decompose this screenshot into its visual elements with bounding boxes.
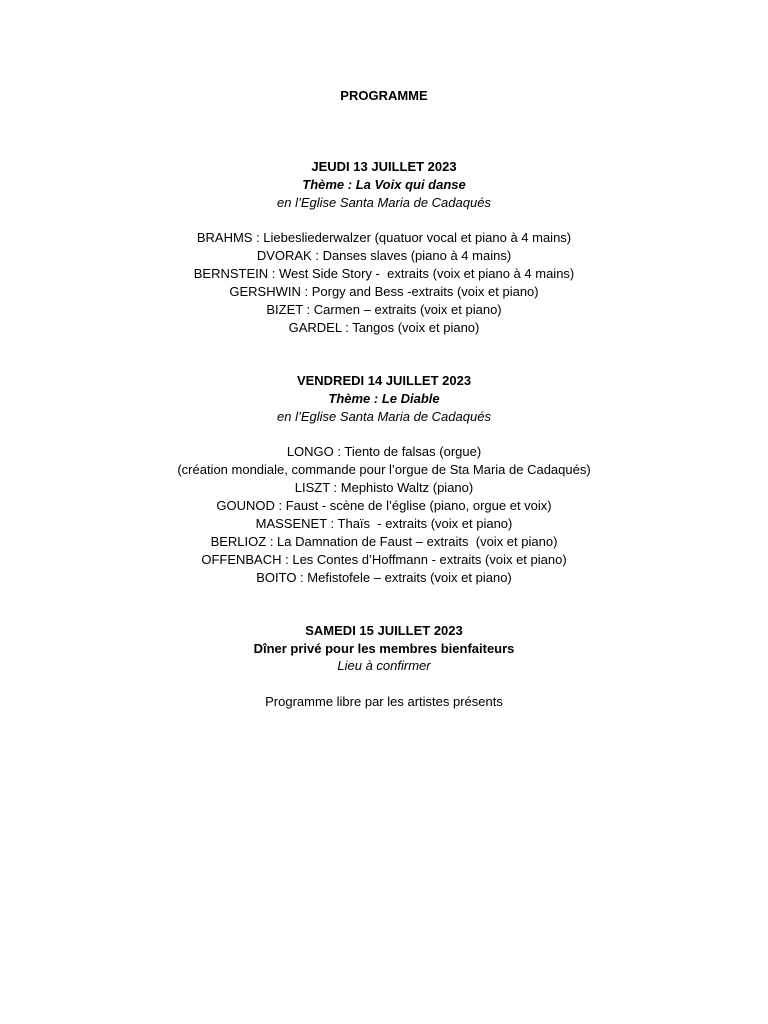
program-item: BERNSTEIN : West Side Story - extraits (voix et piano à 4 mains) (193, 266, 575, 281)
document-title: PROGRAMME (340, 88, 428, 103)
program-item: (création mondiale, commande pour l’orgue de Sta Maria de Cadaqués) (177, 462, 591, 477)
program-item: OFFENBACH : Les Contes d’Hoffmann - extraits (voix et piano) (201, 552, 567, 567)
program-item: LISZT : Mephisto Waltz (piano) (294, 480, 474, 495)
program-item: BOITO : Mefistofele – extraits (voix et piano) (256, 570, 512, 585)
section-note: Programme libre par les artistes présents (265, 694, 503, 709)
program-item: BERLIOZ : La Damnation de Faust – extraits (voix et piano) (210, 534, 558, 549)
section-subtitle: Dîner privé pour les membres bienfaiteurs (253, 641, 515, 656)
program-item: DVORAK : Danses slaves (piano à 4 mains) (256, 248, 512, 263)
section-venue: en l’Eglise Santa Maria de Cadaqués (277, 195, 491, 210)
section-date: SAMEDI 15 JUILLET 2023 (305, 623, 463, 638)
program-item: MASSENET : Thaïs - extraits (voix et piano) (255, 516, 513, 531)
program-item: GERSHWIN : Porgy and Bess -extraits (voix et piano) (229, 284, 539, 299)
section-venue: Lieu à confirmer (337, 658, 431, 673)
section-date: JEUDI 13 JUILLET 2023 (311, 159, 457, 174)
program-item: LONGO : Tiento de falsas (orgue) (286, 444, 482, 459)
section-venue: en l’Eglise Santa Maria de Cadaqués (277, 409, 491, 424)
section-theme: Thème : La Voix qui danse (302, 177, 466, 192)
program-item: GOUNOD : Faust - scène de l’église (piano, orgue et voix) (216, 498, 552, 513)
section-theme: Thème : Le Diable (328, 391, 440, 406)
program-item: BIZET : Carmen – extraits (voix et piano) (266, 302, 502, 317)
section-date: VENDREDI 14 JUILLET 2023 (296, 373, 472, 388)
program-item: BRAHMS : Liebesliederwalzer (quatuor vocal et piano à 4 mains) (196, 230, 572, 245)
program-item: GARDEL : Tangos (voix et piano) (288, 320, 480, 335)
